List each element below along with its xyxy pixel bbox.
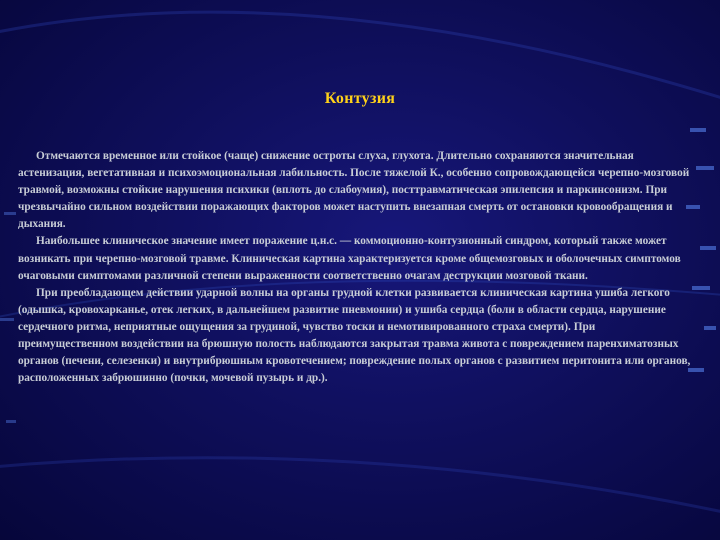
paragraph-cns: Наибольшее клиническое значение имеет поражение ц.н.с. — коммоционно-контузионный синдром, который также может возникать при черепно-мозговой травме. Клиническая картина характеризуется кроме общемозговых и оболочечных симптомов очаговыми симптомами различной степени выраженности соответственно очагам деструкции мозговой ткани. <box>18 235 681 282</box>
slide-title: Контузия <box>324 90 396 107</box>
slide-body <box>18 148 694 387</box>
paragraph-hearing: Отмечаются временное или стойкое (чаще) снижение остроты слуха, глухота. Длительно сохраняются значительная астенизация, вегетативная и психоэмоциональная лабильность. После тяжелой К., особенно сопровождающейся черепно-мозговой травмой, возможны стойкие нарушения психики (вплоть до слабоумия), посттравматическая эпилепсия и паркинсонизм. При чрезвычайно сильном воздействии поражающих факторов может наступить внезапная смерть от остановки кровообращения и дыхания. <box>18 150 690 231</box>
left-dashes <box>0 212 16 423</box>
arc-bottom <box>0 458 720 520</box>
paragraph-chest-abdomen: При преобладающем действии ударной волны на органы грудной клетки развивается клиническая картина ушиба легкого (одышка, кровохарканье, отек легких, в дальнейшем развитие пневмонии) и ушиба сердца (боли в области сердца, нарушение сердечного ритма, неприятные ощущения за грудиной, чувство тоски и немотивированного страха смерти). При преимущественном воздействии на брюшную полость наблюдаются закрытая травма живота с повреждением паренхиматозных органов (печени, селезенки) и внутрибрюшным кровотечением; повреждение полых органов с развитием перитонита или органов, расположенных забрюшинно (почки, мочевой пузырь и др.). <box>18 286 691 385</box>
